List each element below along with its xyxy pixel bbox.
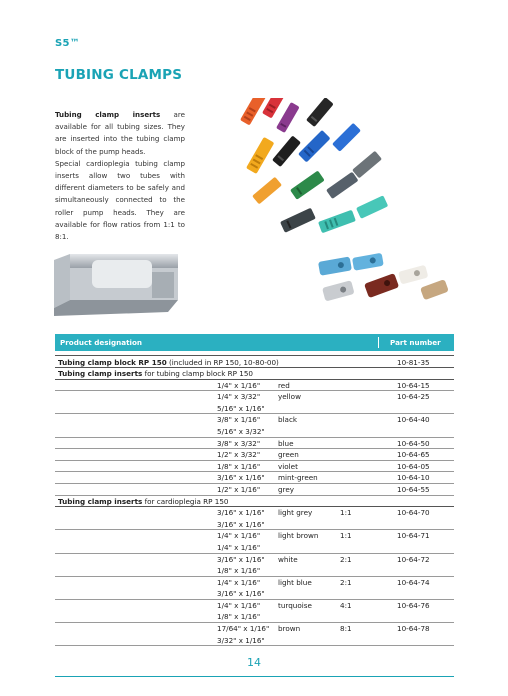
insert-dark-grey [280, 208, 316, 233]
tubing-size: 1/8" x 1/16" [217, 461, 261, 471]
group-cardioplegia-items [55, 507, 454, 646]
insert-color: violet [278, 461, 298, 471]
table-row [55, 623, 454, 635]
insert-color: black [278, 415, 298, 425]
insert-color: light brown [278, 531, 319, 541]
page-number: 14 [247, 656, 261, 669]
insert-mint-2 [356, 195, 388, 219]
part-number: 10-64-10 [397, 473, 430, 483]
part-number: 10-64-74 [397, 577, 430, 587]
insert-color: brown [278, 624, 301, 634]
insert-color: yellow [278, 392, 301, 402]
insert-color: mint-green [278, 473, 318, 483]
part-number: 10-64-55 [397, 484, 430, 494]
table-row [55, 577, 454, 589]
table-row [55, 426, 454, 438]
intro-text-1: are available for all tubing sizes. They are inserted into the tubing clamp block of the pump heads. [55, 110, 185, 156]
tubing-size: 3/16" x 1/16" [217, 554, 265, 564]
part-number: 10-64-25 [397, 392, 430, 402]
product-table [55, 334, 454, 646]
part-number: 10-81-35 [397, 358, 430, 367]
table-row [55, 635, 454, 647]
insert-color: white [278, 554, 298, 564]
insert-light-blue-2 [352, 253, 384, 271]
header-part-number: Part number [390, 338, 441, 347]
part-number: 10-64-65 [397, 450, 430, 460]
table-row [55, 530, 454, 542]
table-row-group-cardioplegia [55, 496, 454, 508]
insert-blue-2 [332, 123, 361, 152]
insert-light-blue [318, 256, 352, 275]
table-row [55, 588, 454, 600]
table-row [55, 414, 454, 426]
tubing-size: 1/2" x 3/32" [217, 450, 261, 460]
tubing-size: 5/16" x 1/16" [217, 403, 265, 413]
part-number: 10-64-78 [397, 624, 430, 634]
tubing-size: 1/4" x 1/16" [217, 531, 261, 541]
table-row-group-rp150 [55, 368, 454, 380]
insert-violet [276, 102, 300, 133]
clamp-block-name: Tubing clamp block RP 150 (included in RP 150, 10-80-00) [58, 358, 279, 367]
insert-color: red [278, 380, 290, 390]
header-separator [378, 337, 379, 348]
tubing-size: 3/16" x 1/16" [217, 519, 265, 529]
insert-color: green [278, 450, 299, 460]
tubing-size: 3/16" x 1/16" [217, 508, 265, 518]
part-number: 10-64-72 [397, 554, 430, 564]
part-number: 10-64-76 [397, 600, 430, 610]
tubing-size: 1/8" x 1/16" [217, 566, 261, 576]
table-row [55, 403, 454, 415]
part-number: 10-64-05 [397, 461, 430, 471]
footer-rule [55, 676, 454, 677]
table-row [55, 542, 454, 554]
insert-light-brown [420, 279, 449, 300]
tubing-size: 3/8" x 1/16" [217, 415, 261, 425]
flow-ratio: 1:1 [340, 531, 352, 541]
insert-color: grey [278, 484, 295, 494]
tubing-size: 3/8" x 3/32" [217, 438, 261, 448]
insert-light-grey [322, 280, 355, 301]
flow-ratio: 2:1 [340, 577, 352, 587]
intro-lead: Tubing clamp inserts [55, 110, 161, 119]
insert-black-2 [272, 135, 301, 167]
table-row [55, 461, 454, 473]
insert-color: light blue [278, 577, 312, 587]
table-row [55, 554, 454, 566]
table-header [55, 334, 454, 351]
clamp-block-photo [48, 250, 188, 322]
insert-yellow [246, 137, 274, 174]
tubing-size: 1/4" x 1/16" [217, 577, 261, 587]
group-rp150-items [55, 380, 454, 496]
table-row [55, 391, 454, 403]
part-number: 10-64-50 [397, 438, 430, 448]
table-row [55, 565, 454, 577]
page-title: TUBING CLAMPS [55, 67, 183, 83]
tubing-size: 1/8" x 1/16" [217, 612, 261, 622]
insert-mint [318, 210, 356, 234]
table-row [55, 600, 454, 612]
group-name: Tubing clamp inserts for cardioplegia RP 150 [58, 496, 229, 506]
insert-white [398, 265, 428, 285]
tubing-size: 3/16" x 1/16" [217, 473, 265, 483]
tubing-size: 1/4" x 1/16" [217, 380, 261, 390]
tubing-size: 5/16" x 3/32" [217, 426, 265, 436]
tubing-size: 3/32" x 1/16" [217, 635, 265, 645]
intro-paragraph-1 [55, 109, 185, 158]
tubing-size: 1/4" x 1/16" [217, 600, 261, 610]
header-product-designation: Product designation [60, 338, 143, 347]
flow-ratio: 8:1 [340, 624, 352, 634]
tubing-size: 1/2" x 1/16" [217, 484, 261, 494]
part-number: 10-64-70 [397, 508, 430, 518]
tubing-size: 1/4" x 1/16" [217, 542, 261, 552]
clamp-inserts-photo [228, 98, 393, 238]
intro-paragraph-2: Special cardioplegia tubing clamp inserts allow two tubes with different diameters to be safely and simultaneously connected to the roller pump heads. They are available for flow ratios from 1:1 to 8:1. [55, 158, 185, 242]
insert-orange [240, 98, 267, 126]
flow-ratio: 4:1 [340, 600, 352, 610]
flow-ratio: 2:1 [340, 554, 352, 564]
intro-text [55, 109, 185, 243]
insert-black [306, 98, 334, 127]
table-row [55, 519, 454, 531]
group-name: Tubing clamp inserts for tubing clamp block RP 150 [58, 369, 253, 378]
insert-color: blue [278, 438, 294, 448]
table-row-clamp-block [55, 355, 454, 368]
part-number: 10-64-40 [397, 415, 430, 425]
cardioplegia-inserts-photo [312, 250, 452, 320]
insert-green [290, 170, 325, 199]
table-row [55, 611, 454, 623]
table-row [55, 449, 454, 461]
table-row [55, 472, 454, 484]
insert-color: turquoise [278, 600, 312, 610]
part-number: 10-64-15 [397, 380, 430, 390]
part-number: 10-64-71 [397, 531, 430, 541]
tubing-size: 17/64" x 1/16" [217, 624, 270, 634]
insert-brown [364, 273, 399, 298]
insert-grey-2 [326, 172, 359, 199]
tubing-size: 3/16" x 1/16" [217, 589, 265, 599]
flow-ratio: 1:1 [340, 508, 352, 518]
table-row [55, 484, 454, 496]
insert-color: light grey [278, 508, 313, 518]
insert-blue [298, 130, 331, 163]
insert-orange-2 [252, 177, 282, 205]
insert-grey [352, 151, 382, 179]
table-row [55, 380, 454, 392]
table-row [55, 507, 454, 519]
brand-label: S5™ [55, 38, 81, 49]
table-row [55, 438, 454, 450]
tubing-size: 1/4" x 3/32" [217, 392, 261, 402]
